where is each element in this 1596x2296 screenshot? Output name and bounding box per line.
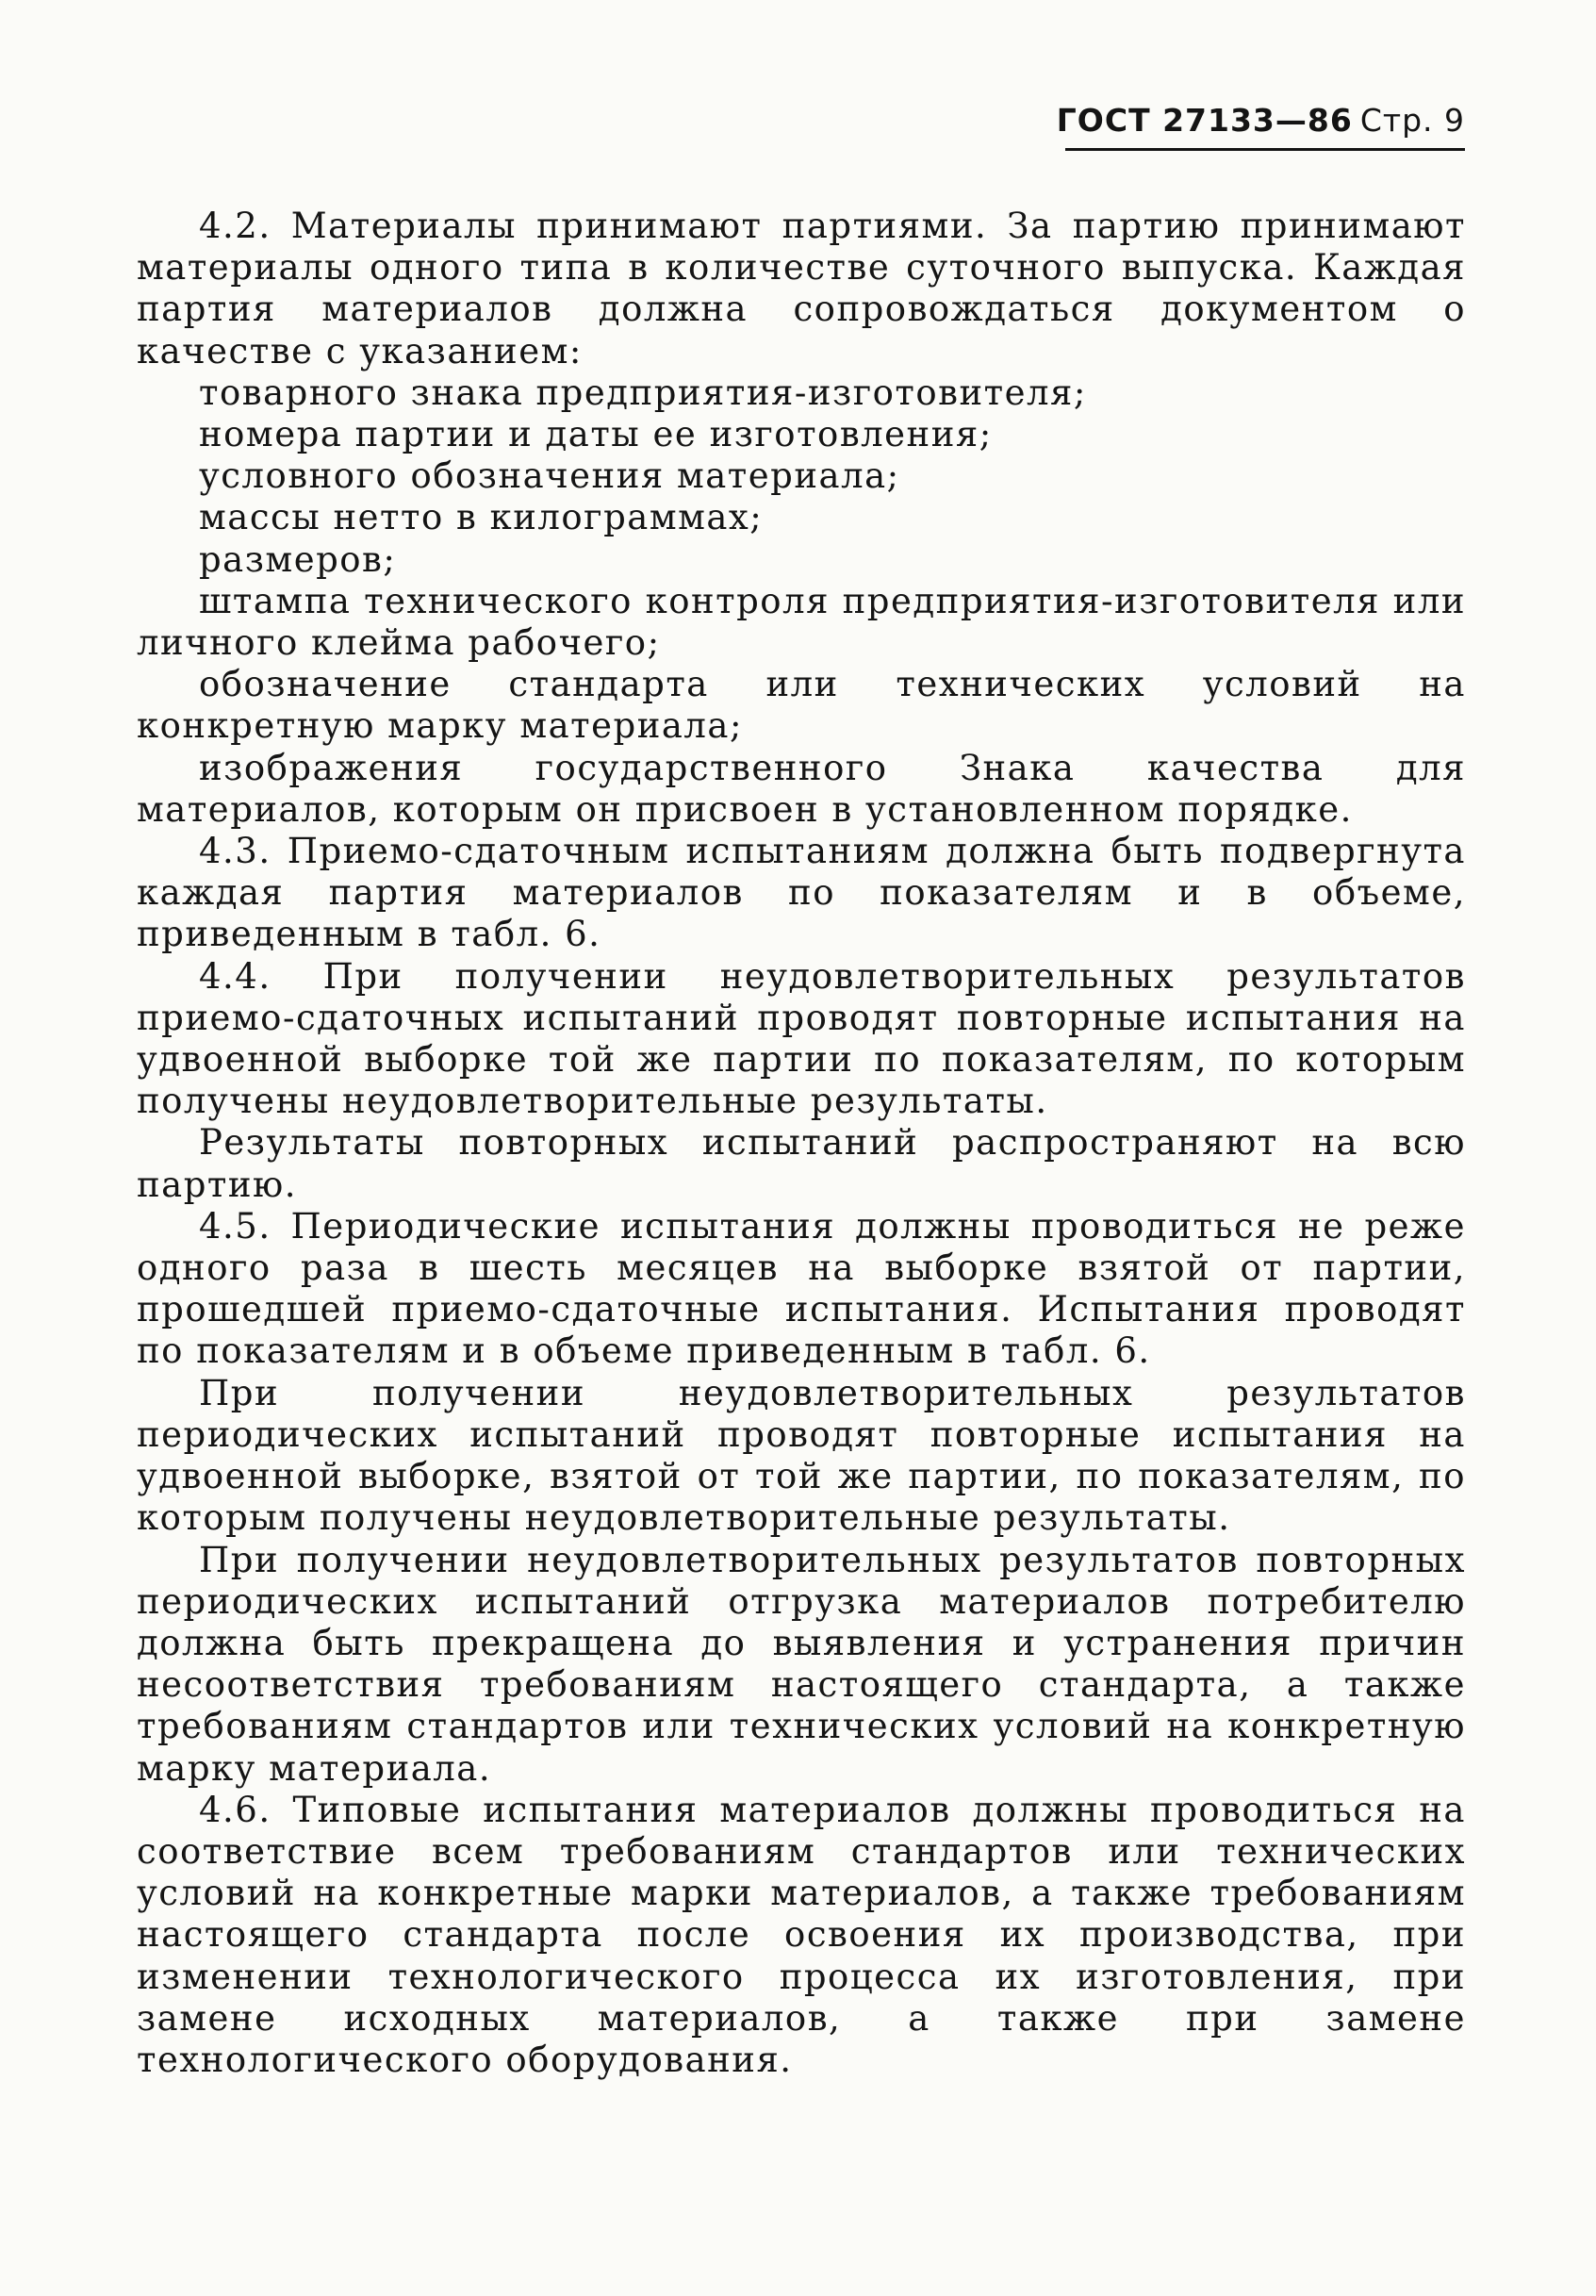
paragraph: При получении неудовлетворительных результатов повторных периодических испытаний отгрузка материалов потребителю должна быть прекращена до выявления и устранения причин несоответствия требованиям настоящего стандарта, а также требованиям стандартов или технических условий на конкретную марку материала. [137, 1539, 1466, 1789]
list-item: условного обозначения материала; [199, 455, 900, 497]
list-item: товарного знака предприятия-изготовителя; [199, 372, 1087, 413]
paragraph: 4.3. Приемо-сдаточным испытаниям должна быть подвергнута каждая партия материалов по показателям и в объеме, приведенным в табл. 6. [137, 831, 1466, 955]
paragraph: 4.4. При получении неудовлетворительных результатов приемо-сдаточных испытаний проводят повторные испытания на удвоенной выборке той же партии по показателям, по которым получены неудовлетворительные результаты. [137, 955, 1466, 1122]
list-item: размеров; [199, 538, 397, 580]
standard-number: ГОСТ 27133—86 [1056, 102, 1353, 139]
paragraph: Результаты повторных испытаний распространяют на всю партию. [137, 1122, 1466, 1205]
list-item: массы нетто в килограммах; [199, 497, 764, 538]
body-text [137, 206, 1466, 2081]
header-rule [1065, 148, 1465, 151]
paragraph: 4.6. Типовые испытания материалов должны проводиться на соответствие всем требованиям стандартов или технических условий на конкретные марки материалов, а также требованиям настоящего стандарта после освоения их производства, при изменении технологического процесса их изготовления, при замене исходных материалов, а также при замене технологического оборудования. [137, 1789, 1466, 2080]
list-item: номера партии и даты ее изготовления; [199, 414, 993, 455]
paragraph: При получении неудовлетворительных результатов периодических испытаний проводят повторные испытания на удвоенной выборке, взятой от той же партии, по показателям, по которым получены неудовлетворительные результаты. [137, 1372, 1466, 1539]
paragraph: 4.5. Периодические испытания должны проводиться не реже одного раза в шесть месяцев на выборке взятой от партии, прошедшей приемо-сдаточные испытания. Испытания проводят по показателям и в объеме приведенным в табл. 6. [137, 1205, 1466, 1372]
page-number: Стр. 9 [1359, 102, 1465, 139]
paragraph: изображения государственного Знака качества для материалов, которым он присвоен в установленном порядке. [137, 747, 1466, 830]
paragraph: 4.2. Материалы принимают партиями. За партию принимают материалы одного типа в количестве суточного выпуска. Каждая партия материалов должна сопровождаться документом о качестве с указанием: [137, 206, 1466, 372]
running-header [1056, 102, 1465, 139]
paragraph: обозначение стандарта или технических условий на конкретную марку материала; [137, 664, 1466, 747]
paragraph: штампа технического контроля предприятия-изготовителя или личного клейма рабочего; [137, 580, 1466, 664]
